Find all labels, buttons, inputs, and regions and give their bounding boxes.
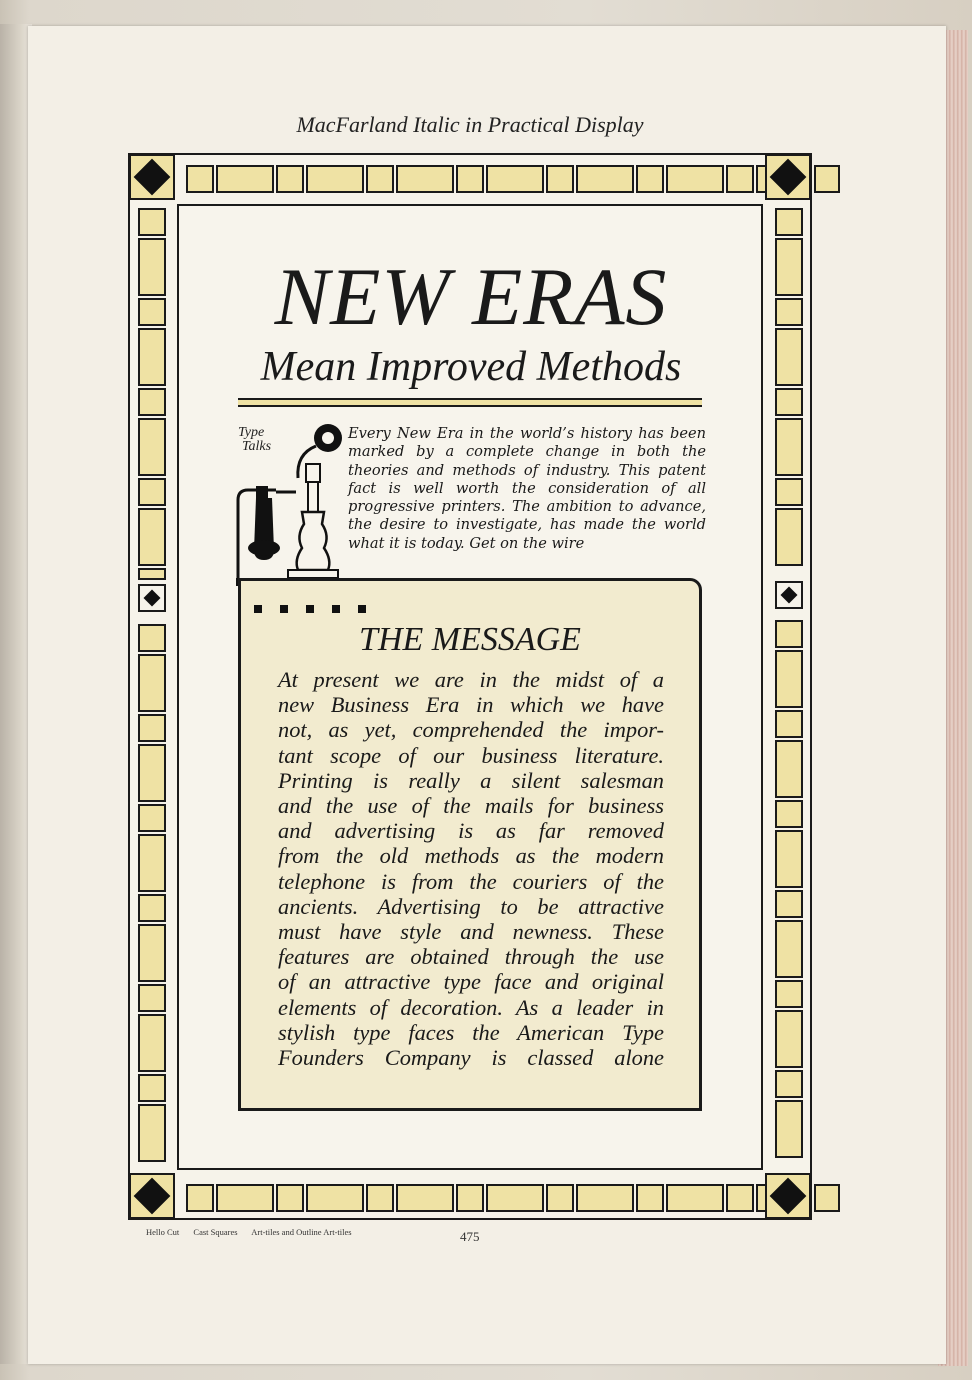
border-tile	[486, 1184, 544, 1212]
border-tile	[456, 1184, 484, 1212]
border-tile	[814, 1184, 840, 1212]
running-head: MacFarland Italic in Practical Display	[296, 112, 644, 137]
border-tile	[138, 834, 166, 892]
border-tile	[138, 924, 166, 982]
subheadline: Mean Improved Methods	[260, 344, 682, 390]
border-tile	[666, 1184, 724, 1212]
border-tile	[138, 478, 166, 506]
side-label-line-1: Type	[238, 425, 265, 440]
corner-diamond-icon	[765, 154, 811, 200]
border-tile	[775, 1100, 803, 1158]
side-label-line-2: Talks	[242, 439, 272, 454]
border-tile	[138, 238, 166, 296]
border-tile	[456, 165, 484, 193]
message-line: telephone is from the couriers of the	[278, 868, 664, 894]
border-tile	[775, 388, 803, 416]
decorative-dots	[254, 598, 384, 617]
border-tile	[138, 1104, 166, 1162]
border-tile	[775, 1010, 803, 1068]
border-tile	[138, 624, 166, 652]
border-tile	[216, 165, 274, 193]
border-tile	[138, 744, 166, 802]
border-tile	[666, 165, 724, 193]
border-tile	[486, 165, 544, 193]
border-tile	[775, 238, 803, 296]
border-tile	[216, 1184, 274, 1212]
border-tile	[366, 165, 394, 193]
message-line: At present we are in the midst of a	[278, 667, 664, 692]
footer-credit: Art-tiles and Outline Art-tiles	[251, 1227, 352, 1237]
border-tile	[546, 165, 574, 193]
message-line: stylish type faces the American Type	[278, 1019, 664, 1045]
border-tile	[546, 1184, 574, 1212]
border-tile	[396, 165, 454, 193]
candlestick-telephone-icon	[236, 420, 348, 586]
message-title: THE MESSAGE	[359, 621, 581, 658]
side-diamond-icon	[775, 581, 803, 609]
border-tile	[636, 1184, 664, 1212]
border-tile	[138, 804, 166, 832]
border-tile	[138, 1014, 166, 1072]
border-tile	[276, 165, 304, 193]
border-tile	[138, 714, 166, 742]
border-tile	[775, 800, 803, 828]
message-line: and the use of the mails for business	[278, 793, 664, 819]
border-tile	[775, 620, 803, 648]
border-tile	[775, 208, 803, 236]
border-tile	[775, 710, 803, 738]
message-line: tant scope of our business literature.	[278, 742, 664, 768]
border-tile	[814, 165, 840, 193]
message-line: and advertising is as far removed	[278, 818, 664, 844]
corner-diamond-icon	[129, 154, 175, 200]
border-tile	[138, 1074, 166, 1102]
message-line: elements of decoration. As a leader in	[278, 994, 664, 1020]
side-diamond-icon	[138, 584, 166, 612]
message-line: Founders Company is classed alone	[278, 1045, 664, 1071]
border-tile	[576, 165, 634, 193]
border-tile	[138, 388, 166, 416]
border-tile	[775, 1070, 803, 1098]
border-tile	[276, 1184, 304, 1212]
border-tile	[306, 1184, 364, 1212]
border-tile	[138, 654, 166, 712]
corner-diamond-icon	[129, 1173, 175, 1219]
border-tile	[186, 165, 214, 193]
border-tile	[775, 478, 803, 506]
border-tile	[775, 740, 803, 798]
intro-paragraph: Every New Era in the world’s history has been marked by a complete change in both the theories and methods of industry. This patent fact is well worth the consideration of all progressive printers. The ambition to advance, the desire to investigate, has made the world what it is today. Get on the wire	[348, 425, 706, 552]
message-line: ancients. Advertising to be attractive	[278, 893, 664, 919]
decorative-rule	[238, 398, 702, 407]
headline: NEW ERAS	[274, 251, 668, 342]
border-tile	[576, 1184, 634, 1212]
border-tile	[726, 1184, 754, 1212]
message-line: Printing is really a silent salesman	[278, 767, 664, 793]
corner-diamond-icon	[765, 1173, 811, 1219]
border-tile	[138, 418, 166, 476]
message-line: features are obtained through the use	[278, 944, 664, 970]
border-tile	[186, 1184, 214, 1212]
border-tile	[138, 328, 166, 386]
message-line: new Business Era in which we have	[278, 692, 664, 718]
border-tile	[396, 1184, 454, 1212]
border-tile	[138, 568, 166, 580]
message-line: must have style and newness. These	[278, 919, 664, 945]
border-tile	[138, 208, 166, 236]
border-tile	[726, 165, 754, 193]
border-tile	[636, 165, 664, 193]
border-tile	[306, 165, 364, 193]
message-body	[278, 667, 664, 1070]
border-tile	[775, 920, 803, 978]
footer-credit: Hello Cut	[146, 1227, 180, 1237]
page-number: 475	[460, 1229, 480, 1244]
border-tile	[138, 298, 166, 326]
border-tile	[138, 894, 166, 922]
footer-credit: Cast Squares	[193, 1227, 238, 1237]
border-tile	[138, 508, 166, 566]
footer-credits	[146, 1227, 364, 1237]
border-tile	[775, 418, 803, 476]
border-tile	[775, 650, 803, 708]
border-tile	[775, 328, 803, 386]
message-line: not, as yet, comprehended the impor-	[278, 717, 664, 743]
border-tile	[775, 890, 803, 918]
border-tile	[138, 984, 166, 1012]
message-line: from the old methods as the modern	[278, 843, 664, 869]
message-line: of an attractive type face and original	[278, 969, 664, 995]
border-tile	[366, 1184, 394, 1212]
border-tile	[775, 830, 803, 888]
border-tile	[775, 508, 803, 566]
border-tile	[775, 298, 803, 326]
border-tile	[775, 980, 803, 1008]
